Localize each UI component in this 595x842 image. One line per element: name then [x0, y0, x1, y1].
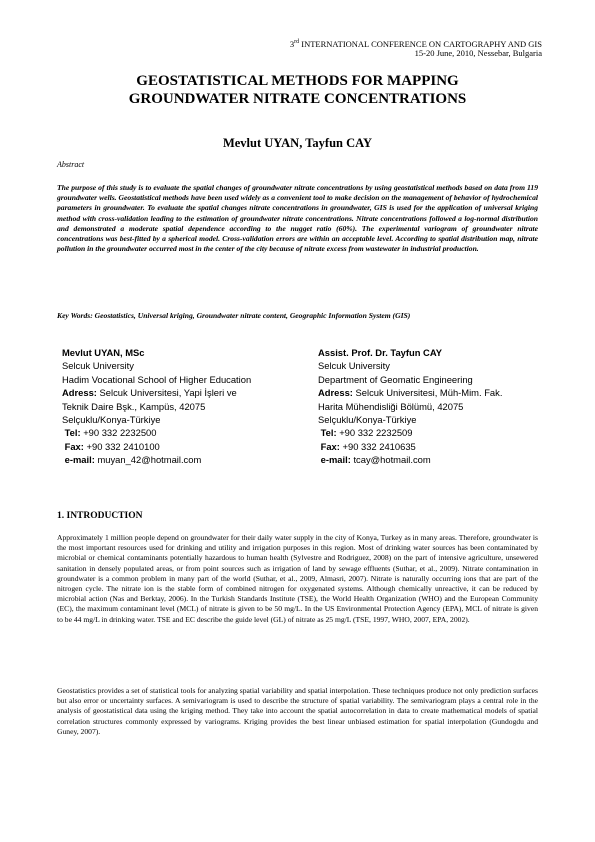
- conference-name: 3rd INTERNATIONAL CONFERENCE ON CARTOGRAPHY AND GIS: [289, 38, 542, 49]
- author1-adress3: Selçuklu/Konya-Türkiye: [62, 414, 161, 426]
- section-heading-introduction: 1. INTRODUCTION: [57, 511, 143, 521]
- intro-paragraph-2: Geostatistics provides a set of statistical tools for analyzing spatial variability and spatial interpolation. These techniques produce not only prediction surfaces but also error or uncertainty surfaces. A semivariogram is used to describe the structure of spatial variability. The semivariogram plays a central role in the analysis of geostatistical data using the kriging method. They take into account the spatial autocorrelation in data to create mathematical models of spatial correlation structures commonly expressed by variograms. Kriging provides the best linear unbiased estimation for spatial interpolation (Gundogdu and Guney, 2007).: [57, 686, 538, 736]
- author2-adress: Adress: Selcuk Universitesi, Müh-Mim. Fak.: [318, 387, 503, 399]
- author1-adress: Adress: Selcuk Universitesi, Yapi İşleri ve: [62, 387, 237, 399]
- paper-authors: Mevlut UYAN, Tayfun CAY: [222, 136, 373, 150]
- author1-email: e-mail: muyan_42@hotmail.com: [64, 454, 202, 466]
- author1-fax: Fax: +90 332 2410100: [64, 440, 160, 452]
- abstract-text: The purpose of this study is to evaluate the spatial changes of groundwater nitrate concentrations by using geostatistical methods based on data from 119 groundwater wells. Geostatistical methods have been used widely as a convenient tool to make decision on the management of behavior of hydrochemical parameters in groundwater. To evaluate the spatial changes nitrate concentrations in groundwater, GIS is used for the application of universal kriging method with cross-validation leading to the estimation of groundwater nitrate concentrations. Nitrate concentrations followed a log-normal distribution and demonstrated a moderate spatial dependence according to the nugget ratio (60%). The experimental variogram of groundwater nitrate concentrations was best-fitted by a spherical model. Cross-validation errors are within an acceptable level. According to spatial distribution map, nitrate pollution in the groundwater occurred most in the center of the city because of nitrate excess from wastewater in industrial production.: [57, 183, 538, 254]
- author1-adress2: Teknik Daire Bşk., Kampüs, 42075: [62, 400, 206, 412]
- author2-name: Assist. Prof. Dr. Tayfun CAY: [318, 347, 442, 358]
- paper-title: GEOSTATISTICAL METHODS FOR MAPPING GROUNDWATER NITRATE CONCENTRATIONS: [128, 73, 467, 107]
- author2-adress2: Harita Mühendisliği Bölümü, 42075: [318, 400, 464, 412]
- author2-email: e-mail: tcay@hotmail.com: [320, 454, 431, 466]
- abstract-label: Abstract: [57, 160, 85, 169]
- keywords: Key Words: Geostatistics, Universal kriging, Groundwater nitrate content, Geographic Information System (GIS): [57, 311, 411, 320]
- intro-paragraph-1: Approximately 1 million people depend on groundwater for their daily water supply in the city of Konya, Turkey as in many areas. Therefore, groundwater is the most important resources used for drinking and utility and irrigation purposes in this region. Most of drinking water sources has been contaminated by microbial or chemical contaminants potentially hazardous to human health (Sylvestre and Rodriguez, 2008) on the part of intensive agriculture, unsewered sanitation in densely populated areas, or from point sources such as irrigation of land by sewage effluents (Suthar, et al., 2009). Nitrate contamination in groundwater is a common problem in many part of the world (Suthar, et al., 2009, Almasri, 2007). Nitrate is naturally occurring ions that are part of the nitrogen cycle. The nitrate ion is the stable form of combined nitrogen for oxygenated systems. Although chemically unreactive, it can be reduced by microbial action (Nas and Berktay, 2006). In the Turkish Standards Institute (TSE), the World Health Organization (WHO) and the European Community (EC), the maximum contaminant level (MCL) of nitrate is given to be 50 mg/L. In the US Environmental Protection Agency (EPA), MCL of nitrate is given to be 44 mg/L in drinking water. TSE and EC describe the guide level (GL) of nitrate as 25 mg/L (TSE, 1997, WHO, 2007, EPA, 2002).: [57, 533, 538, 624]
- author2-contact: [318, 346, 502, 467]
- author2-adress3: Selçuklu/Konya-Türkiye: [318, 414, 417, 426]
- author1-contact: [62, 346, 251, 467]
- author2-affil1: Selcuk University: [318, 360, 390, 372]
- author1-tel: Tel: +90 332 2232500: [64, 427, 157, 439]
- conference-date: 15-20 June, 2010, Nessebar, Bulgaria: [414, 48, 542, 58]
- author1-name: Mevlut UYAN, MSc: [62, 347, 145, 358]
- author1-affil1: Selcuk University: [62, 360, 134, 372]
- author2-affil2: Department of Geomatic Engineering: [318, 373, 473, 385]
- author1-affil2: Hadim Vocational School of Higher Education: [62, 373, 252, 385]
- author2-fax: Fax: +90 332 2410635: [320, 440, 416, 452]
- author2-tel: Tel: +90 332 2232509: [320, 427, 413, 439]
